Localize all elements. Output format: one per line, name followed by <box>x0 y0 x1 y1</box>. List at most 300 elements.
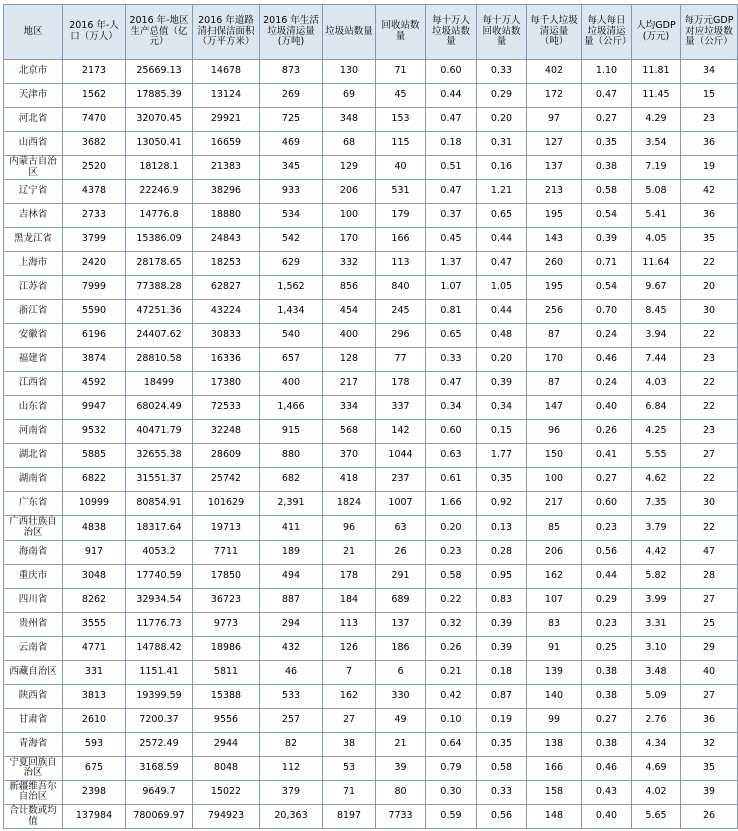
cell-value: 16659 <box>193 132 260 156</box>
cell-value: 206 <box>527 540 582 564</box>
cell-value: 245 <box>376 300 426 324</box>
cell-value: 2173 <box>63 60 126 84</box>
cell-value: 130 <box>323 60 376 84</box>
cell-value: 1044 <box>376 444 426 468</box>
cell-value: 30 <box>681 492 738 516</box>
cell-value: 34 <box>681 60 738 84</box>
cell-value: 62827 <box>193 276 260 300</box>
cell-value: 85 <box>527 516 582 540</box>
cell-value: 29921 <box>193 108 260 132</box>
cell-value: 195 <box>527 204 582 228</box>
cell-value: 40471.79 <box>126 420 193 444</box>
cell-value: 143 <box>527 228 582 252</box>
cell-region: 山西省 <box>4 132 63 156</box>
cell-value: 568 <box>323 420 376 444</box>
cell-value: 0.20 <box>426 516 477 540</box>
cell-value: 178 <box>323 564 376 588</box>
cell-value: 0.44 <box>477 228 527 252</box>
cell-value: 29 <box>681 636 738 660</box>
cell-value: 18499 <box>126 372 193 396</box>
cell-value: 3874 <box>63 348 126 372</box>
cell-value: 432 <box>260 636 323 660</box>
cell-value: 68 <box>323 132 376 156</box>
cell-region: 宁夏回族自治区 <box>4 756 63 780</box>
cell-value: 158 <box>527 780 582 804</box>
cell-value: 47251.36 <box>126 300 193 324</box>
cell-value: 4.25 <box>632 420 681 444</box>
cell-value: 725 <box>260 108 323 132</box>
cell-value: 23 <box>681 420 738 444</box>
cell-value: 4053.2 <box>126 540 193 564</box>
cell-value: 115 <box>376 132 426 156</box>
cell-value: 0.24 <box>582 324 632 348</box>
cell-value: 379 <box>260 780 323 804</box>
cell-value: 0.58 <box>582 180 632 204</box>
cell-value: 0.27 <box>582 708 632 732</box>
table-row <box>4 132 738 156</box>
cell-value: 0.29 <box>477 84 527 108</box>
cell-value: 0.47 <box>477 252 527 276</box>
cell-value: 39 <box>376 756 426 780</box>
table-row-total <box>4 805 738 829</box>
cell-region: 广西壮族自治区 <box>4 516 63 540</box>
cell-value: 0.44 <box>426 84 477 108</box>
cell-value: 99 <box>527 708 582 732</box>
cell-value: 2.76 <box>632 708 681 732</box>
cell-value: 6196 <box>63 324 126 348</box>
cell-value: 31551.37 <box>126 468 193 492</box>
cell-value: 887 <box>260 588 323 612</box>
cell-value: 0.48 <box>477 324 527 348</box>
cell-value: 22 <box>681 324 738 348</box>
table-row <box>4 780 738 804</box>
cell-value: 494 <box>260 564 323 588</box>
cell-value: 5.65 <box>632 805 681 829</box>
cell-value: 101629 <box>193 492 260 516</box>
cell-value: 129 <box>323 156 376 180</box>
cell-value: 10999 <box>63 492 126 516</box>
cell-value: 0.16 <box>477 156 527 180</box>
cell-value: 112 <box>260 756 323 780</box>
cell-value: 534 <box>260 204 323 228</box>
cell-value: 21 <box>323 540 376 564</box>
cell-value: 2,391 <box>260 492 323 516</box>
cell-value: 0.63 <box>426 444 477 468</box>
cell-value: 15388 <box>193 684 260 708</box>
cell-value: 0.81 <box>426 300 477 324</box>
cell-value: 0.71 <box>582 252 632 276</box>
cell-value: 2520 <box>63 156 126 180</box>
cell-region: 青海省 <box>4 732 63 756</box>
cell-value: 35 <box>681 756 738 780</box>
cell-value: 13124 <box>193 84 260 108</box>
cell-region: 山东省 <box>4 396 63 420</box>
cell-value: 0.35 <box>477 732 527 756</box>
cell-region: 新疆维吾尔自治区 <box>4 780 63 804</box>
table-row <box>4 708 738 732</box>
column-header-road-cleaning-area: 2016 年道路清扫保洁面积（万平方米） <box>193 5 260 60</box>
waste-statistics-table <box>3 4 738 829</box>
cell-value: 0.54 <box>582 276 632 300</box>
cell-value: 411 <box>260 516 323 540</box>
cell-value: 0.56 <box>582 540 632 564</box>
cell-value: 0.37 <box>426 204 477 228</box>
cell-value: 19 <box>681 156 738 180</box>
cell-value: 0.51 <box>426 156 477 180</box>
cell-value: 71 <box>376 60 426 84</box>
cell-value: 179 <box>376 204 426 228</box>
cell-value: 296 <box>376 324 426 348</box>
cell-value: 32248 <box>193 420 260 444</box>
cell-value: 1.21 <box>477 180 527 204</box>
cell-value: 0.47 <box>582 84 632 108</box>
cell-region: 天津市 <box>4 84 63 108</box>
table-row <box>4 180 738 204</box>
cell-value: 77388.28 <box>126 276 193 300</box>
table-row <box>4 348 738 372</box>
cell-value: 53 <box>323 756 376 780</box>
cell-region: 河南省 <box>4 420 63 444</box>
cell-value: 142 <box>376 420 426 444</box>
cell-value: 113 <box>323 612 376 636</box>
cell-value: 1.66 <box>426 492 477 516</box>
cell-value: 2944 <box>193 732 260 756</box>
cell-value: 0.34 <box>477 396 527 420</box>
cell-value: 43224 <box>193 300 260 324</box>
cell-value: 7.35 <box>632 492 681 516</box>
cell-value: 469 <box>260 132 323 156</box>
cell-value: 32934.54 <box>126 588 193 612</box>
cell-value: 4771 <box>63 636 126 660</box>
cell-value: 780069.97 <box>126 805 193 829</box>
cell-value: 9.67 <box>632 276 681 300</box>
cell-value: 3048 <box>63 564 126 588</box>
cell-value: 140 <box>527 684 582 708</box>
cell-value: 682 <box>260 468 323 492</box>
cell-value: 24407.62 <box>126 324 193 348</box>
cell-value: 148 <box>527 805 582 829</box>
cell-value: 9649.7 <box>126 780 193 804</box>
cell-value: 2420 <box>63 252 126 276</box>
cell-value: 6822 <box>63 468 126 492</box>
cell-value: 0.39 <box>477 372 527 396</box>
cell-value: 28810.58 <box>126 348 193 372</box>
cell-value: 6 <box>376 660 426 684</box>
table-row <box>4 756 738 780</box>
cell-value: 0.87 <box>477 684 527 708</box>
cell-value: 147 <box>527 396 582 420</box>
cell-value: 9556 <box>193 708 260 732</box>
table-row <box>4 84 738 108</box>
cell-value: 71 <box>323 780 376 804</box>
cell-value: 0.31 <box>477 132 527 156</box>
cell-value: 1007 <box>376 492 426 516</box>
cell-value: 0.22 <box>426 588 477 612</box>
cell-value: 0.43 <box>582 780 632 804</box>
cell-value: 0.18 <box>477 660 527 684</box>
cell-value: 14678 <box>193 60 260 84</box>
cell-value: 42 <box>681 180 738 204</box>
cell-value: 172 <box>527 84 582 108</box>
cell-value: 100 <box>527 468 582 492</box>
cell-value: 11.81 <box>632 60 681 84</box>
cell-value: 0.44 <box>582 564 632 588</box>
cell-value: 0.95 <box>477 564 527 588</box>
cell-value: 162 <box>527 564 582 588</box>
cell-value: 4.69 <box>632 756 681 780</box>
cell-value: 27 <box>681 444 738 468</box>
cell-value: 0.61 <box>426 468 477 492</box>
cell-value: 11776.73 <box>126 612 193 636</box>
cell-value: 0.28 <box>477 540 527 564</box>
cell-region: 甘肃省 <box>4 708 63 732</box>
cell-value: 77 <box>376 348 426 372</box>
cell-value: 18880 <box>193 204 260 228</box>
cell-value: 178 <box>376 372 426 396</box>
cell-value: 36 <box>681 204 738 228</box>
cell-value: 87 <box>527 324 582 348</box>
table-row <box>4 564 738 588</box>
cell-value: 418 <box>323 468 376 492</box>
cell-value: 4.05 <box>632 228 681 252</box>
cell-value: 18253 <box>193 252 260 276</box>
cell-value: 17850 <box>193 564 260 588</box>
cell-value: 15386.09 <box>126 228 193 252</box>
cell-value: 0.39 <box>477 636 527 660</box>
cell-value: 0.35 <box>582 132 632 156</box>
table-header <box>4 5 738 60</box>
cell-value: 5590 <box>63 300 126 324</box>
table-row <box>4 444 738 468</box>
column-header-recycling-stations-per-100k: 每十万人回收站数量 <box>477 5 527 60</box>
cell-value: 7.44 <box>632 348 681 372</box>
cell-value: 3799 <box>63 228 126 252</box>
cell-value: 38 <box>323 732 376 756</box>
cell-value: 0.20 <box>477 348 527 372</box>
cell-value: 0.24 <box>582 372 632 396</box>
cell-value: 24843 <box>193 228 260 252</box>
cell-value: 25742 <box>193 468 260 492</box>
cell-value: 3.10 <box>632 636 681 660</box>
cell-value: 1562 <box>63 84 126 108</box>
cell-value: 170 <box>323 228 376 252</box>
cell-value: 3.79 <box>632 516 681 540</box>
cell-region: 北京市 <box>4 60 63 84</box>
cell-value: 0.70 <box>582 300 632 324</box>
cell-value: 348 <box>323 108 376 132</box>
cell-value: 331 <box>63 660 126 684</box>
table-row <box>4 156 738 180</box>
cell-value: 206 <box>323 180 376 204</box>
cell-value: 0.33 <box>477 780 527 804</box>
table-row <box>4 300 738 324</box>
cell-value: 8197 <box>323 805 376 829</box>
cell-value: 3.94 <box>632 324 681 348</box>
cell-value: 0.47 <box>426 372 477 396</box>
table-row <box>4 276 738 300</box>
cell-value: 127 <box>527 132 582 156</box>
cell-value: 400 <box>323 324 376 348</box>
cell-value: 4.03 <box>632 372 681 396</box>
cell-value: 8.45 <box>632 300 681 324</box>
cell-value: 14788.42 <box>126 636 193 660</box>
cell-value: 82 <box>260 732 323 756</box>
cell-value: 28178.65 <box>126 252 193 276</box>
cell-value: 150 <box>527 444 582 468</box>
cell-value: 2572.49 <box>126 732 193 756</box>
cell-value: 19713 <box>193 516 260 540</box>
cell-value: 256 <box>527 300 582 324</box>
cell-value: 186 <box>376 636 426 660</box>
cell-region: 重庆市 <box>4 564 63 588</box>
cell-value: 36 <box>681 132 738 156</box>
cell-value: 32 <box>681 732 738 756</box>
cell-value: 917 <box>63 540 126 564</box>
cell-region: 江苏省 <box>4 276 63 300</box>
cell-value: 542 <box>260 228 323 252</box>
cell-value: 0.26 <box>582 420 632 444</box>
cell-value: 17380 <box>193 372 260 396</box>
cell-value: 0.23 <box>582 612 632 636</box>
column-header-waste-per-person-per-day: 每人每日垃圾清运量（公斤） <box>582 5 632 60</box>
cell-value: 402 <box>527 60 582 84</box>
cell-value: 0.65 <box>477 204 527 228</box>
cell-value: 0.34 <box>426 396 477 420</box>
cell-value: 0.27 <box>582 468 632 492</box>
cell-value: 27 <box>681 588 738 612</box>
cell-region: 黑龙江省 <box>4 228 63 252</box>
cell-value: 840 <box>376 276 426 300</box>
cell-region: 浙江省 <box>4 300 63 324</box>
cell-value: 128 <box>323 348 376 372</box>
cell-value: 1,562 <box>260 276 323 300</box>
cell-value: 332 <box>323 252 376 276</box>
cell-value: 294 <box>260 612 323 636</box>
cell-value: 657 <box>260 348 323 372</box>
cell-value: 30 <box>681 300 738 324</box>
cell-value: 2610 <box>63 708 126 732</box>
cell-value: 915 <box>260 420 323 444</box>
cell-value: 4.34 <box>632 732 681 756</box>
cell-value: 0.15 <box>477 420 527 444</box>
cell-value: 72533 <box>193 396 260 420</box>
cell-value: 80854.91 <box>126 492 193 516</box>
cell-value: 195 <box>527 276 582 300</box>
cell-value: 68024.49 <box>126 396 193 420</box>
cell-value: 3.54 <box>632 132 681 156</box>
cell-value: 45 <box>376 84 426 108</box>
cell-value: 35 <box>681 228 738 252</box>
cell-value: 27 <box>323 708 376 732</box>
cell-value: 166 <box>527 756 582 780</box>
cell-value: 0.19 <box>477 708 527 732</box>
table-row <box>4 372 738 396</box>
cell-value: 26 <box>376 540 426 564</box>
table-row <box>4 324 738 348</box>
column-header-waste-volume: 2016 年生活垃圾清运量(万吨) <box>260 5 323 60</box>
cell-value: 0.79 <box>426 756 477 780</box>
cell-value: 334 <box>323 396 376 420</box>
cell-value: 7711 <box>193 540 260 564</box>
cell-value: 30833 <box>193 324 260 348</box>
cell-value: 533 <box>260 684 323 708</box>
cell-value: 39 <box>681 780 738 804</box>
column-header-waste-stations: 垃圾站数量 <box>323 5 376 60</box>
cell-value: 153 <box>376 108 426 132</box>
cell-value: 873 <box>260 60 323 84</box>
cell-value: 4838 <box>63 516 126 540</box>
cell-region: 辽宁省 <box>4 180 63 204</box>
cell-value: 454 <box>323 300 376 324</box>
cell-value: 2398 <box>63 780 126 804</box>
cell-value: 18128.1 <box>126 156 193 180</box>
cell-value: 0.25 <box>582 636 632 660</box>
cell-value: 3.31 <box>632 612 681 636</box>
cell-value: 40 <box>681 660 738 684</box>
cell-value: 0.38 <box>582 732 632 756</box>
cell-region: 河北省 <box>4 108 63 132</box>
cell-value: 20 <box>681 276 738 300</box>
cell-value: 9947 <box>63 396 126 420</box>
cell-value: 6.84 <box>632 396 681 420</box>
cell-value: 8048 <box>193 756 260 780</box>
cell-value: 0.30 <box>426 780 477 804</box>
cell-value: 170 <box>527 348 582 372</box>
cell-value: 0.35 <box>477 468 527 492</box>
header-row <box>4 5 738 60</box>
cell-value: 17885.39 <box>126 84 193 108</box>
cell-value: 5.09 <box>632 684 681 708</box>
cell-value: 21 <box>376 732 426 756</box>
cell-value: 0.46 <box>582 348 632 372</box>
cell-value: 0.60 <box>426 60 477 84</box>
cell-value: 3.48 <box>632 660 681 684</box>
cell-value: 22 <box>681 396 738 420</box>
cell-region: 吉林省 <box>4 204 63 228</box>
cell-region: 上海市 <box>4 252 63 276</box>
column-header-gdp-per-capita: 人均GDP(万元) <box>632 5 681 60</box>
cell-value: 7.19 <box>632 156 681 180</box>
cell-value: 5811 <box>193 660 260 684</box>
cell-value: 5.55 <box>632 444 681 468</box>
cell-value: 7 <box>323 660 376 684</box>
cell-value: 13050.41 <box>126 132 193 156</box>
cell-value: 0.39 <box>477 612 527 636</box>
table-row <box>4 516 738 540</box>
table-row <box>4 732 738 756</box>
cell-value: 330 <box>376 684 426 708</box>
cell-value: 213 <box>527 180 582 204</box>
cell-value: 1.37 <box>426 252 477 276</box>
cell-value: 0.20 <box>477 108 527 132</box>
cell-value: 217 <box>527 492 582 516</box>
cell-value: 23 <box>681 348 738 372</box>
cell-value: 0.58 <box>426 564 477 588</box>
cell-value: 2733 <box>63 204 126 228</box>
table-row <box>4 492 738 516</box>
cell-value: 19399.59 <box>126 684 193 708</box>
cell-value: 1151.41 <box>126 660 193 684</box>
cell-value: 0.58 <box>477 756 527 780</box>
cell-value: 0.23 <box>582 516 632 540</box>
cell-value: 3.99 <box>632 588 681 612</box>
cell-value: 162 <box>323 684 376 708</box>
table-row <box>4 636 738 660</box>
cell-value: 0.38 <box>582 684 632 708</box>
column-header-recycling-stations: 回收站数量 <box>376 5 426 60</box>
cell-value: 189 <box>260 540 323 564</box>
table-row <box>4 108 738 132</box>
